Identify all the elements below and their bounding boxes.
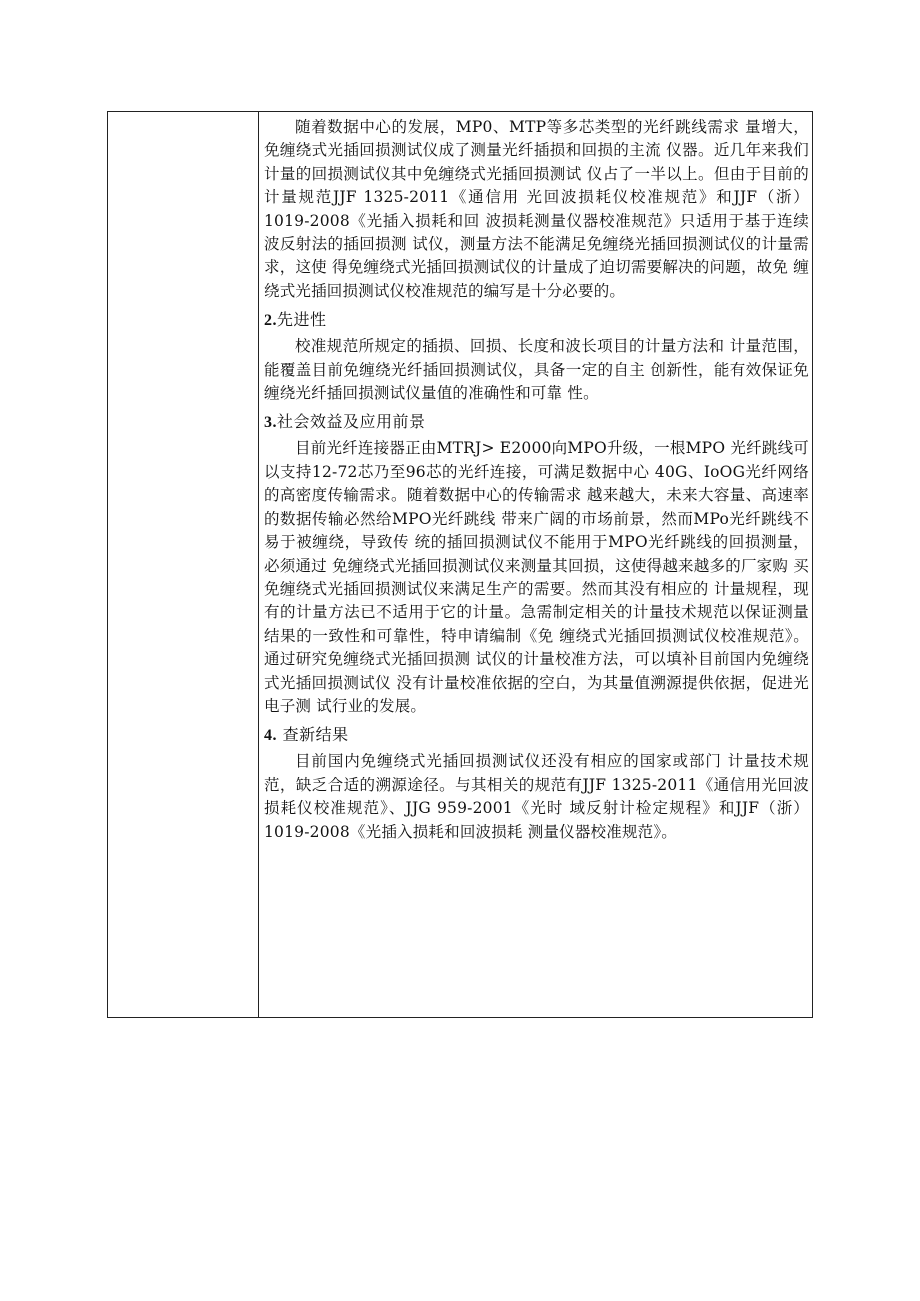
section-2-paragraph: 校准规范所规定的插损、回损、长度和波长项目的计量方法和 计量范围，能覆盖目前免缠绕光纤插回损测试仪，具备一定的自主 创新性，能有效保证免缠绕光纤插回损测试仪量值的准确性和可靠 性。 (264, 337, 809, 403)
section-3-heading (264, 410, 809, 435)
section-2-title: 先进性 (277, 310, 327, 330)
section-3-paragraph: 目前光纤连接器正由MTRJ> E2000向MPO升级，一根MPO 光纤跳线可以支持12-72芯乃至96芯的光纤连接，可满足数据中心 40G、IoOG光纤网络的高密度传输需求。随着数据中心的传输需求 越来越大，未来大容量、高速率的数据传输必然给MPO光纤跳线 带来广阔的市场前景，然而MPo光纤跳线不易于被缠绕，导致传 统的插回损测试仪不能用于MPO光纤跳线的回损测量，必须通过 免缠绕式光插回损测试仪来测量其回损，这使得越来越多的厂家购 买免缠绕式光插回损测试仪来满足生产的需要。然而其没有相应的 计量规程，现有的计量方法已不适用于它的计量。急需制定相关的计量技术规范以保证测量结果的一致性和可靠性，特申请编制《免 缠绕式光插回损测试仪校准规范》。通过研究免缠绕式光插回损测 试仪的计量校准方法，可以填补目前国内免缠绕式光插回损测试仪 没有计量校准依据的空白，为其量值溯源提供依据，促进光电子测 试行业的发展。 (264, 439, 809, 715)
section-4-heading (264, 723, 809, 748)
section-4-paragraph: 目前国内免缠绕式光插回损测试仪还没有相应的国家或部门 计量技术规范，缺乏合适的溯源途径。与其相关的规范有JJF 1325-2011《通信用光回波损耗仪校准规范》、JJG 959-2001《光时 域反射计检定规程》和JJF（浙）1019-2008《光插入损耗和回波损耗 测量仪器校准规范》。 (264, 752, 809, 841)
section-3-title: 社会效益及应用前景 (277, 412, 426, 432)
section-1-paragraph: 随着数据中心的发展，MP0、MTP等多芯类型的光纤跳线需求 量增大，免缠绕式光插回损测试仪成了测量光纤插损和回损的主流 仪器。近几年来我们计量的回损测试仪其中免缠绕式光插回损测试 仪占了一半以上。但由于目前的计量规范JJF 1325-2011《通信用 光回波损耗仪校准规范》和JJF（浙）1019-2008《光插入损耗和回 波损耗测量仪器校准规范》只适用于基于连续波反射法的插回损测 试仪，测量方法不能满足免缠绕光插回损测试仪的计量需求，这使 得免缠绕式光插回损测试仪的计量成了迫切需要解决的问题，故免 缠绕式光插回损测试仪校准规范的编写是十分必要的。 (264, 118, 809, 300)
section-2-heading (264, 308, 809, 333)
section-4-title: 查新结果 (277, 725, 349, 745)
section-4-number: 4. (264, 727, 277, 745)
table-content-cell (260, 112, 812, 1017)
document-table (107, 111, 813, 1018)
section-3-number: 3. (264, 414, 277, 432)
section-2-number: 2. (264, 312, 277, 330)
table-left-column (108, 112, 259, 1017)
